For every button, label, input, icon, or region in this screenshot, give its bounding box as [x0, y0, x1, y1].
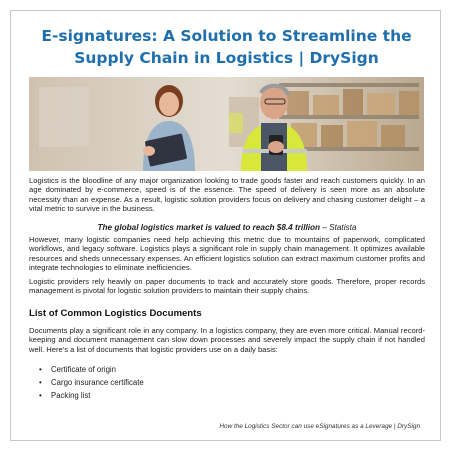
- document-title: [11, 25, 441, 69]
- bullet-icon: •: [39, 391, 42, 400]
- paragraph-challenges: However, many logistic companies need help achieving this metric due to mountains of paperwork, complicated workflows, and legacy software. Logistics plays a significant role in supply chain management. It optimizes available resources and sheds unnecessary expenses. An efficient logistics solution can extract maximum customer profits and integrate technologies to eliminate inefficiencies.: [29, 235, 425, 273]
- bullet-icon: •: [39, 365, 42, 374]
- hero-image: [29, 77, 424, 171]
- list-item-label: Packing list: [51, 391, 91, 400]
- documents-list: [39, 363, 144, 402]
- list-item: [39, 376, 144, 389]
- quote-text: The global logistics market is valued to reach $8.4 trillion: [97, 223, 321, 232]
- list-item: [39, 389, 144, 402]
- list-item-label: Certificate of origin: [51, 365, 117, 374]
- warehouse-photo-icon: [29, 77, 424, 171]
- bullet-icon: •: [39, 378, 42, 387]
- page-footer: How the Logistics Sector can use eSignatures as a Leverage | DrySign: [219, 423, 420, 430]
- title-line-1: E-signatures: A Solution to Streamline the: [41, 27, 412, 45]
- list-item-label: Cargo insurance certificate: [51, 378, 144, 387]
- quote-source: – Statista: [322, 223, 357, 232]
- section-heading: List of Common Logistics Documents: [29, 308, 202, 319]
- title-line-2: Supply Chain in Logistics | DrySign: [74, 49, 379, 67]
- list-item: [39, 363, 144, 376]
- document-page: [10, 10, 441, 441]
- statistic-quote: [29, 223, 425, 233]
- paragraph-records: Logistic providers rely heavily on paper documents to track and accurately store goods. Therefore, proper records management is pivotal for logistic solution providers to maintain their supply chains.: [29, 277, 425, 296]
- paragraph-intro: Logistics is the bloodline of any major organization looking to trade goods faster and reach customers quickly. In an age dominated by e-commerce, speed is of the essence. The speed of delivery is seen more as an absolute necessity than an expense. As a result, logistic solution providers focus on delivery and chasing customer delight – a vital metric to survive in the business.: [29, 176, 425, 214]
- paragraph-documents: Documents play a significant role in any company. In a logistics company, they are even more critical. Manual record-keeping and document management can slow down processes and severely impact the supply chain if not handled well. Here's a list of documents that logistic providers use on a daily basis:: [29, 326, 425, 354]
